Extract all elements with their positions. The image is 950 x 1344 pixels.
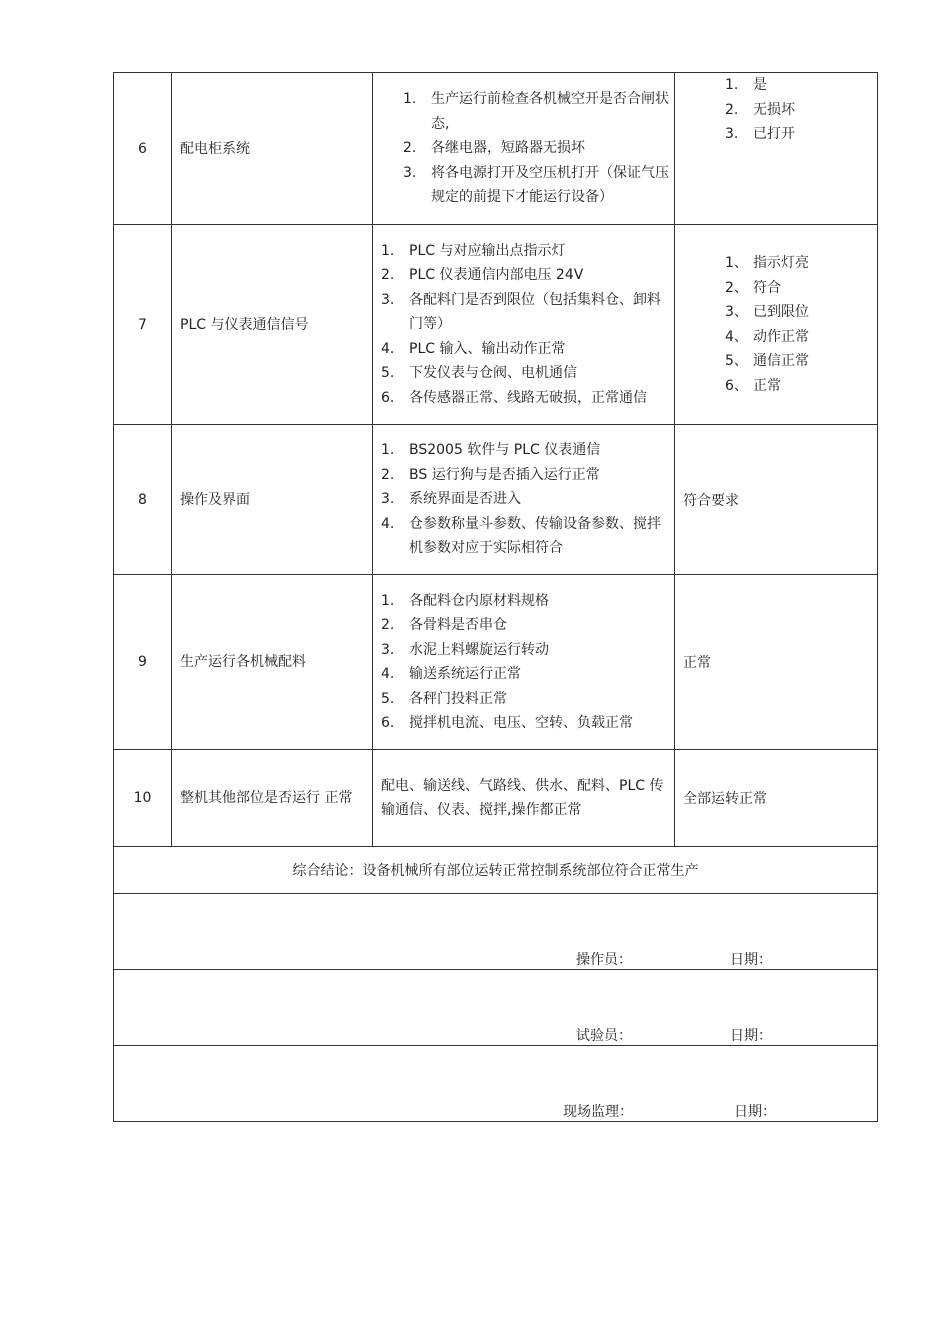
row-number: 8 (114, 425, 172, 575)
check-content (373, 575, 675, 750)
result-list (675, 73, 877, 147)
check-result: 正常 (675, 575, 878, 750)
list-item: 2. BS 运行狗与是否插入运行正常 (381, 466, 600, 483)
list-item: 4. PLC 输入、输出动作正常 (381, 340, 566, 357)
list-item: 1. BS2005 软件与 PLC 仪表通信 (381, 442, 601, 459)
list-item: 3. 系统界面是否进入 (381, 491, 521, 508)
list-item: 2. 各继电器，短路器无损坏 (403, 140, 585, 157)
list-item: 4. 仓参数称量斗参数、传输设备参数、搅拌机参数对应于实际相符合 (381, 515, 661, 557)
check-content (373, 73, 675, 225)
list-item: 1、 指示灯亮 (725, 255, 809, 271)
list-item: 2. PLC 仪表通信内部电压 24V (381, 267, 584, 284)
inspection-table (113, 72, 878, 1122)
list-item: 4. 输送系统运行正常 (381, 666, 521, 682)
check-content (373, 425, 675, 575)
tester-label: 试验员： (576, 1028, 632, 1044)
table-row (114, 750, 878, 847)
list-item: 3. 各配料门是否到限位（包括集料仓、卸料门等） (381, 291, 661, 333)
list-item: 2. 各骨料是否串仓 (381, 617, 507, 633)
check-result (675, 73, 878, 225)
list-item: 3、 已到限位 (725, 304, 809, 320)
row-number: 10 (114, 750, 172, 847)
list-item: 1. 生产运行前检查各机械空开是否合闸状态, (403, 91, 669, 132)
row-number: 7 (114, 225, 172, 425)
content-list (373, 589, 674, 736)
list-item: 2. 无损坏 (725, 101, 795, 118)
table-row (114, 73, 878, 225)
check-item: PLC 与仪表通信信号 (172, 225, 373, 425)
content-list (373, 239, 674, 411)
supervisor-label: 现场监理： (563, 1104, 633, 1120)
list-item: 6. 各传感器正常、线路无破损，正常通信 (381, 389, 647, 406)
content-list (373, 438, 674, 561)
list-item: 6、 正常 (725, 377, 781, 394)
row-number: 9 (114, 575, 172, 750)
operator-label: 操作员： (576, 952, 632, 968)
list-item: 5. 下发仪表与仓阀、电机通信 (381, 365, 577, 382)
table-row (114, 225, 878, 425)
signature-row (114, 1046, 878, 1122)
list-item: 3. 水泥上料螺旋运行转动 (381, 641, 549, 658)
content-list (373, 87, 674, 210)
list-item: 5. 各秤门投料正常 (381, 690, 507, 707)
check-item: 生产运行各机械配料 (172, 575, 373, 750)
result-list (675, 251, 877, 398)
list-item: 2、 符合 (725, 279, 781, 296)
check-item: 操作及界面 (172, 425, 373, 575)
list-item: 1. 是 (725, 77, 767, 93)
list-item: 6. 搅拌机电流、电压、空转、负载正常 (381, 715, 633, 731)
list-item: 5、 通信正常 (725, 353, 809, 369)
date-label: 日期： (730, 952, 772, 968)
list-item: 4、 动作正常 (725, 328, 809, 345)
check-result: 全部运转正常 (675, 750, 878, 847)
check-item: 整机其他部位是否运行 正常 (172, 750, 373, 847)
signature-row (114, 894, 878, 970)
check-content (373, 225, 675, 425)
check-result (675, 225, 878, 425)
check-item: 配电柜系统 (172, 73, 373, 225)
date-label: 日期： (730, 1028, 772, 1044)
table-row (114, 575, 878, 750)
list-item: 1. PLC 与对应输出点指示灯 (381, 242, 566, 259)
row-number: 6 (114, 73, 172, 225)
check-result: 符合要求 (675, 425, 878, 575)
list-item: 1. 各配料仓内原材料规格 (381, 592, 549, 609)
list-item: 3. 将各电源打开及空压机打开（保证气压规定的前提下才能运行设备） (403, 164, 669, 206)
conclusion-row (114, 847, 878, 894)
date-label: 日期： (734, 1104, 776, 1120)
conclusion-text: 综合结论：设备机械所有部位运转正常控制系统部位符合正常生产 (114, 847, 878, 894)
table-row (114, 425, 878, 575)
list-item: 3. 已打开 (725, 126, 795, 142)
check-content: 配电、输送线、气路线、供水、配料、PLC 传输通信、仪表、搅拌,操作都正常 (373, 750, 675, 847)
signature-row (114, 970, 878, 1046)
